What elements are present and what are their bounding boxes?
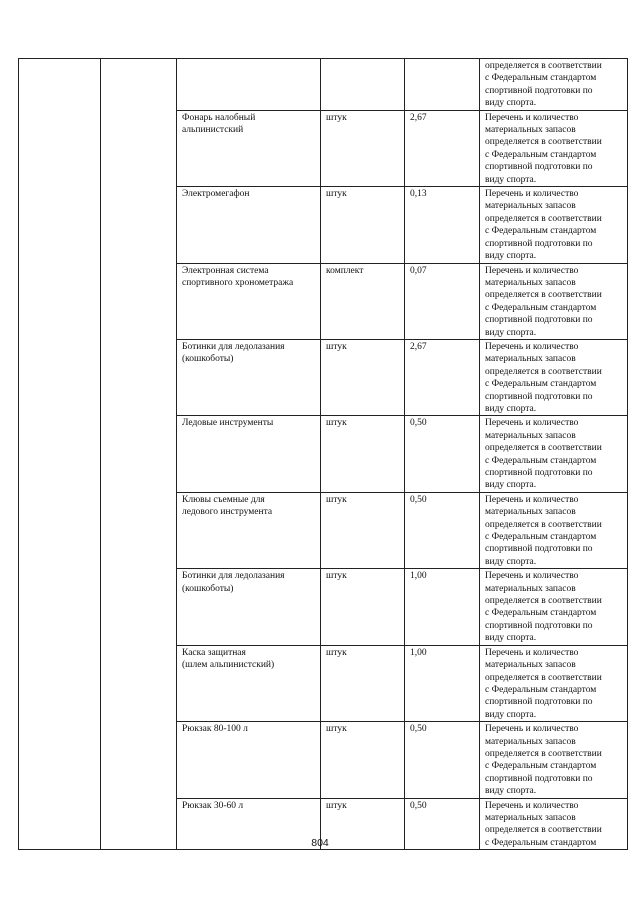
note-cell: Перечень и количество материальных запасов определяется в соответствии с Федеральным стандартом спортивной подготовки по виду спорта. — [480, 187, 628, 263]
name-cell — [177, 59, 321, 111]
name-cell: Фонарь налобный альпинистский — [177, 110, 321, 186]
unit-cell: штук — [321, 722, 405, 798]
name-cell: Каска защитная (шлем альпинистский) — [177, 645, 321, 721]
note-cell: Перечень и количество материальных запасов определяется в соответствии с Федеральным стандартом спортивной подготовки по виду спорта. — [480, 110, 628, 186]
unit-cell: штук — [321, 416, 405, 492]
unit-cell — [321, 59, 405, 111]
merged-cell-col2 — [101, 59, 177, 850]
document-sheet — [18, 58, 627, 850]
name-cell: Рюкзак 80-100 л — [177, 722, 321, 798]
quantity-cell: 2,67 — [405, 339, 480, 415]
unit-cell: штук — [321, 339, 405, 415]
quantity-cell: 0,07 — [405, 263, 480, 339]
name-cell: Электромегафон — [177, 187, 321, 263]
unit-cell: штук — [321, 645, 405, 721]
name-cell: Клювы съемные для ледового инструмента — [177, 492, 321, 568]
note-cell: Перечень и количество материальных запасов определяется в соответствии с Федеральным стандартом спортивной подготовки по виду спорта. — [480, 492, 628, 568]
table-row — [19, 59, 628, 111]
name-cell: Электронная система спортивного хронометража — [177, 263, 321, 339]
equipment-table — [18, 58, 628, 850]
merged-cell-col1 — [19, 59, 101, 850]
note-cell: Перечень и количество материальных запасов определяется в соответствии с Федеральным стандартом спортивной подготовки по виду спорта. — [480, 569, 628, 645]
note-cell: Перечень и количество материальных запасов определяется в соответствии с Федеральным стандартом спортивной подготовки по виду спорта. — [480, 645, 628, 721]
note-cell: Перечень и количество материальных запасов определяется в соответствии с Федеральным стандартом спортивной подготовки по виду спорта. — [480, 339, 628, 415]
unit-cell: штук — [321, 492, 405, 568]
unit-cell: штук — [321, 798, 405, 850]
quantity-cell: 0,50 — [405, 722, 480, 798]
name-cell: Ботинки для ледолазания (кошкоботы) — [177, 569, 321, 645]
note-cell: Перечень и количество материальных запасов определяется в соответствии с Федеральным стандартом — [480, 798, 628, 850]
unit-cell: комплект — [321, 263, 405, 339]
note-cell: определяется в соответствии с Федеральным стандартом спортивной подготовки по виду спорта. — [480, 59, 628, 111]
quantity-cell: 1,00 — [405, 645, 480, 721]
unit-cell: штук — [321, 110, 405, 186]
quantity-cell: 0,50 — [405, 798, 480, 850]
name-cell: Ледовые инструменты — [177, 416, 321, 492]
quantity-cell: 0,50 — [405, 492, 480, 568]
page-number: 804 — [311, 837, 329, 849]
note-cell: Перечень и количество материальных запасов определяется в соответствии с Федеральным стандартом спортивной подготовки по виду спорта. — [480, 722, 628, 798]
name-cell: Рюкзак 30-60 л — [177, 798, 321, 850]
quantity-cell: 0,13 — [405, 187, 480, 263]
quantity-cell: 0,50 — [405, 416, 480, 492]
unit-cell: штук — [321, 187, 405, 263]
unit-cell: штук — [321, 569, 405, 645]
note-cell: Перечень и количество материальных запасов определяется в соответствии с Федеральным стандартом спортивной подготовки по виду спорта. — [480, 263, 628, 339]
quantity-cell: 2,67 — [405, 110, 480, 186]
quantity-cell: 1,00 — [405, 569, 480, 645]
name-cell: Ботинки для ледолазания (кошкоботы) — [177, 339, 321, 415]
table-body — [19, 59, 628, 850]
note-cell: Перечень и количество материальных запасов определяется в соответствии с Федеральным стандартом спортивной подготовки по виду спорта. — [480, 416, 628, 492]
quantity-cell — [405, 59, 480, 111]
